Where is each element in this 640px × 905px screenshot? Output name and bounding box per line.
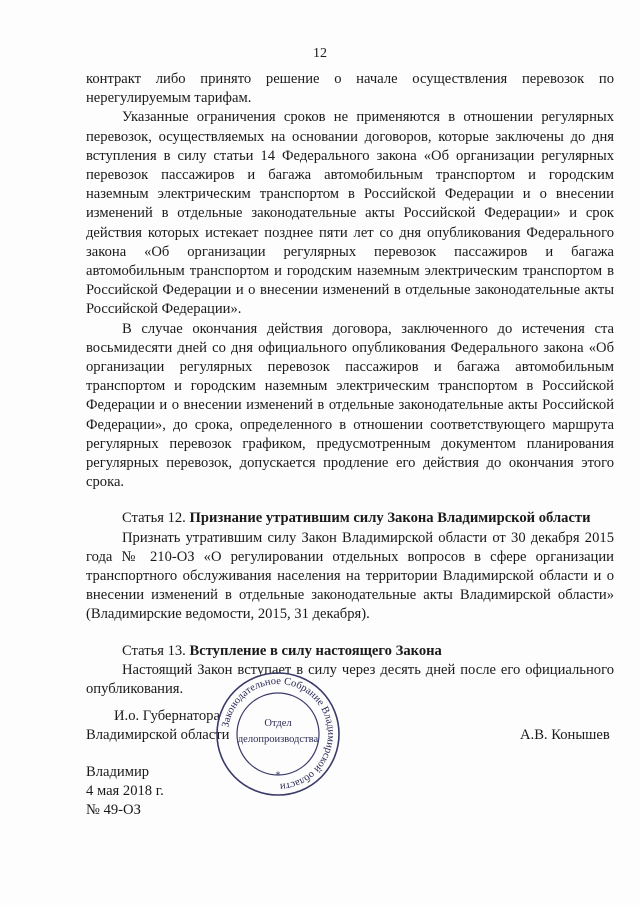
- signatory-position-line1: И.о. Губернатора: [114, 708, 220, 724]
- paragraph-continuation: контракт либо принято решение о начале осуществления перевозок по нерегулируемым тарифам.: [86, 71, 614, 107]
- article-12-text: Признать утратившим силу Закон Владимирской области от 30 декабря 2015 года № 210-ОЗ «О регулировании отдельных вопросов в сфере организации транспортного обслуживания населения на территории Владимирской области и о внесении изменений в отдельные законодательные акты Владимирской области» (Владимирские ведомости, 2015, 31 декабря).: [86, 529, 614, 623]
- article-12-heading: [86, 509, 614, 528]
- paragraph-extension: В случае окончания действия договора, заключенного до истечения ста восьмидесяти дней со дня официального опубликования Федерального закона «Об организации регулярных перевозок пассажиров и багажа автомобильным транспортом и городским наземным электрическим транспортом в Российской Федерации и о внесении изменений в отдельные законодательные акты Российской Федерации», до срока, определенного в отношении соответствующего маршрута регулярных перевозок графиком, предусмотренным документом планирования регулярных перевозок, допускается продление его действия до окончания этого срока.: [86, 320, 614, 491]
- official-stamp-icon: [214, 670, 342, 798]
- page-number: 12: [313, 46, 327, 61]
- footer-city: Владимир: [86, 764, 150, 780]
- article-13-prefix: Статья 13.: [122, 642, 190, 659]
- article-13-title: Вступление в силу настоящего Закона: [189, 642, 442, 659]
- footer-date: 4 мая 2018 г.: [86, 783, 164, 799]
- signatory-name: А.В. Конышев: [520, 727, 610, 743]
- article-13-text: Настоящий Закон вступает в силу через десять дней после его официального опубликования.: [86, 661, 614, 698]
- article-13-heading: [86, 642, 614, 661]
- paragraph-exceptions: Указанные ограничения сроков не применяются в отношении регулярных перевозок, осуществляемых на основании договоров, которые заключены до дня вступления в силу статьи 14 Федерального закона «Об организации регулярных перевозок пассажиров и багажа автомобильным транспортом и городским наземным электрическим транспортом в Российской Федерации и о внесении изменений в отдельные законодательные акты Российской Федерации» и срок действия которых истекает позднее пяти лет со дня опубликования Федерального закона «Об организации регулярных перевозок пассажиров и багажа автомобильным транспортом и городским наземным электрическим транспортом в Российской Федерации и о внесении изменений в отдельные законодательные акты Российской Федерации».: [86, 109, 614, 318]
- article-12-title: Признание утратившим силу Закона Владимирской области: [189, 510, 591, 527]
- stamp-inner-line2: делопроизводства: [237, 734, 319, 745]
- stamp-inner-line1: Отдел: [264, 718, 292, 729]
- document-body: [86, 70, 614, 699]
- stamp-outer-text: Законодательное Собрание Владимирской области: [220, 675, 337, 793]
- footer-law-number: № 49-ОЗ: [86, 802, 141, 818]
- stamp-star-icon: *: [275, 770, 281, 780]
- signatory-position-line2: Владимирской области: [86, 727, 230, 743]
- article-12-prefix: Статья 12.: [122, 510, 190, 527]
